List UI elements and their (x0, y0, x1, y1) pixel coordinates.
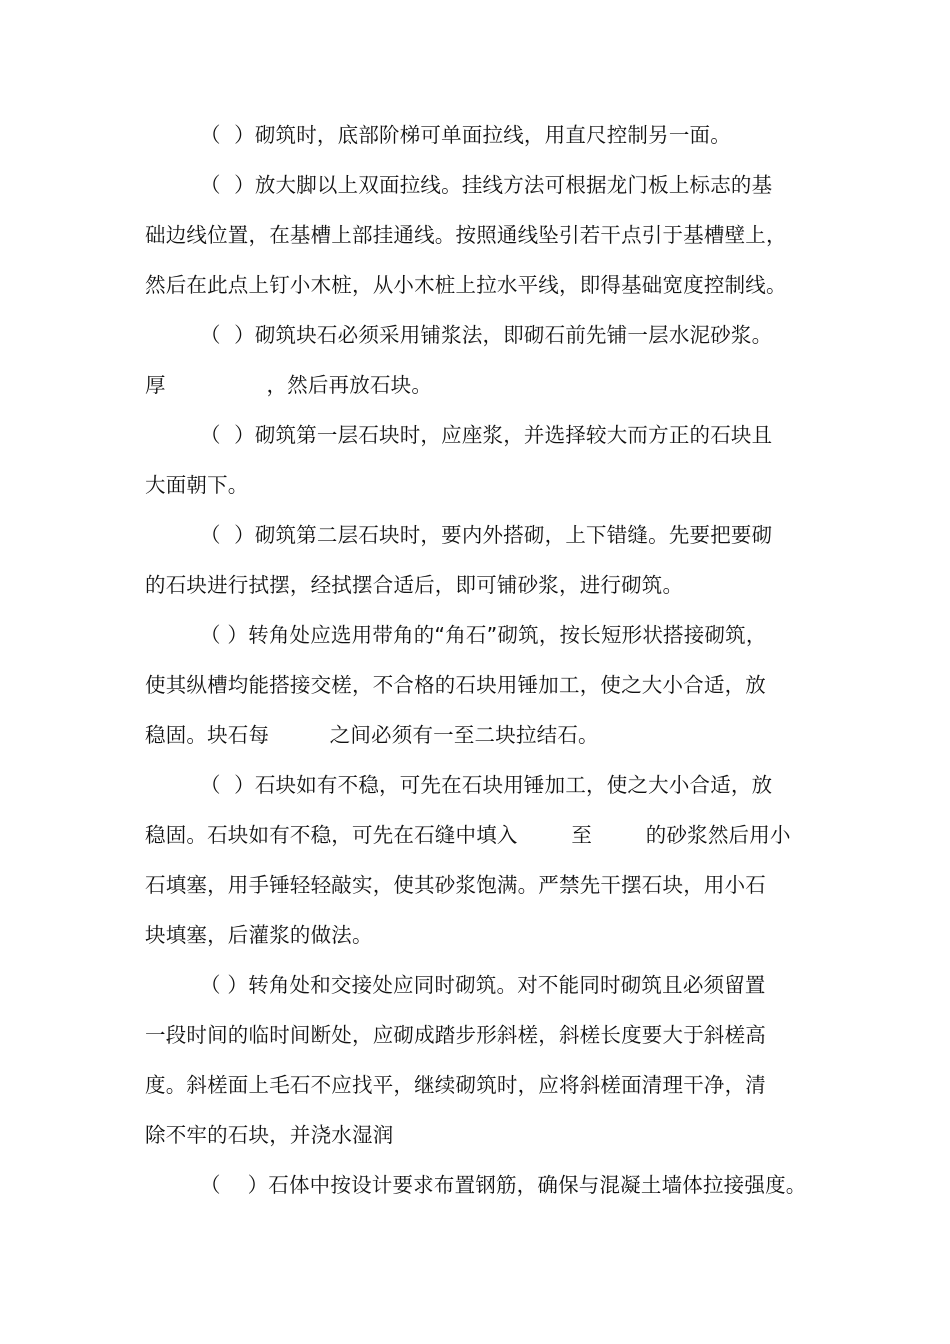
paragraph-1-line-1: （ ）砌筑时，底部阶梯可单面拉线，用直尺控制另一面。 (200, 123, 731, 147)
paragraph-5-line-2: 的石块进行拭摆，经拭摆合适后，即可铺砂浆，进行砌筑。 (145, 573, 684, 597)
paragraph-7-line-1: （ ）石块如有不稳，可先在石块用锤加工，使之大小合适，放 (200, 773, 773, 797)
paragraph-4-line-1: （ ）砌筑第一层石块时，应座浆，并选择较大而方正的石块且 (200, 423, 773, 447)
paragraph-7-line-3: 石填塞，用手锤轻轻敲实，使其砂浆饱满。严禁先干摆石块，用小石 (145, 873, 766, 897)
paragraph-2-line-1: （ ）放大脚以上双面拉线。挂线方法可根据龙门板上标志的基 (200, 173, 773, 197)
paragraph-8-line-3: 度。斜槎面上毛石不应找平，继续砌筑时，应将斜槎面清理干净，清 (145, 1073, 766, 1097)
paragraph-5-line-1: （ ）砌筑第二层石块时，要内外搭砌，上下错缝。先要把要砌 (200, 523, 773, 547)
paragraph-6-line-1: （ ）转角处应选用带角的“角石”砌筑，按长短形状搭接砌筑， (200, 623, 767, 647)
paragraph-8-line-2: 一段时间的临时间断处，应砌成踏步形斜槎，斜槎长度要大于斜槎高 (145, 1023, 766, 1047)
paragraph-6-line-3: 稳固。块石每 之间必须有一至二块拉结石。 (145, 723, 599, 747)
paragraph-4-line-2: 大面朝下。 (145, 473, 249, 497)
paragraph-9-line-1: （ ）石体中按设计要求布置钢筋，确保与混凝土墙体拉接强度。 (200, 1173, 807, 1197)
paragraph-3-line-1: （ ）砌筑块石必须采用铺浆法，即砌石前先铺一层水泥砂浆。 (200, 323, 773, 347)
paragraph-3-line-2: 厚 ，然后再放石块。 (145, 373, 433, 397)
paragraph-6-line-2: 使其纵槽均能搭接交槎，不合格的石块用锤加工，使之大小合适，放 (145, 673, 766, 697)
paragraph-8-line-1: （ ）转角处和交接处应同时砌筑。对不能同时砌筑且必须留置 (200, 973, 766, 997)
paragraph-8-line-4: 除不牢的石块，并浇水湿润 (145, 1123, 394, 1147)
paragraph-2-line-2: 础边线位置，在基槽上部挂通线。按照通线坠引若干点引于基槽壁上， (145, 223, 787, 247)
paragraph-7-line-4: 块填塞，后灌浆的做法。 (145, 923, 373, 947)
paragraph-2-line-3: 然后在此点上钉小木桩，从小木桩上拉水平线，即得基础宽度控制线。 (145, 273, 787, 297)
paragraph-7-line-2: 稳固。石块如有不稳，可先在石缝中填入 至 的砂浆然后用小 (145, 823, 791, 847)
